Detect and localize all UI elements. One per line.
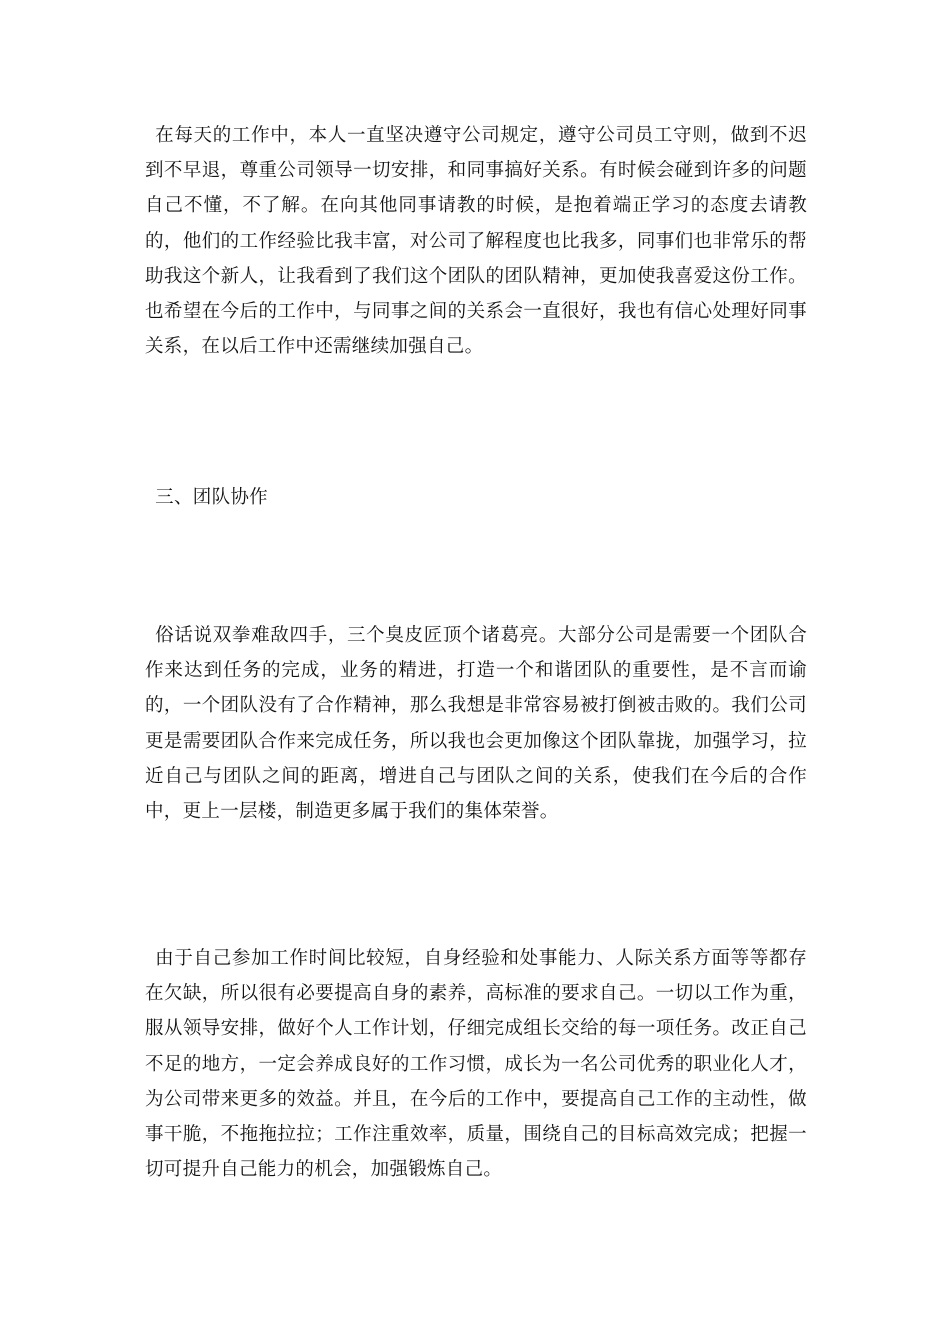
paragraph-teamwork: 俗话说双拳难敌四手，三个臭皮匠顶个诸葛亮。大部分公司是需要一个团队合作来达到任务的完成，业务的精进，打造一个和谐团队的重要性，是不言而谕的，一个团队没有了合作精神，那么我想是非常容易被打倒被击败的。我们公司更是需要团队合作来完成任务，所以我也会更加像这个团队靠拢，加强学习，拉近自己与团队之间的距离，增进自己与团队之间的关系，使我们在今后的合作中，更上一层楼，制造更多属于我们的集体荣誉。 bbox=[145, 625, 807, 823]
paragraph-self-improvement: 由于自己参加工作时间比较短，自身经验和处事能力、人际关系方面等等都存在欠缺，所以很有必要提高自身的素养，高标准的要求自己。一切以工作为重，服从领导安排，做好个人工作计划，仔细完成组长交给的每一项任务。改正自己不足的地方，一定会养成良好的工作习惯，成长为一名公司优秀的职业化人才，为公司带来更多的效益。并且，在今后的工作中，要提高自己工作的主动性，做事干脆，不拖拖拉拉；工作注重效率，质量，围绕自己的目标高效完成；把握一切可提升自己能力的机会，加强锻炼自己。 bbox=[145, 948, 807, 1181]
paragraph-colleague-relations: 在每天的工作中，本人一直坚决遵守公司规定，遵守公司员工守则，做到不迟到不早退，尊重公司领导一切安排，和同事搞好关系。有时候会碰到许多的问题自己不懂，不了解。在向其他同事请教的时候，是抱着端正学习的态度去请教的，他们的工作经验比我丰富，对公司了解程度也比我多，同事们也非常乐的帮助我这个新人，让我看到了我们这个团队的团队精神，更加使我喜爱这份工作。也希望在今后的工作中，与同事之间的关系会一直很好，我也有信心处理好同事关系，在以后工作中还需继续加强自己。 bbox=[145, 125, 807, 358]
section-heading-teamwork: 三、团队协作 bbox=[155, 487, 268, 508]
